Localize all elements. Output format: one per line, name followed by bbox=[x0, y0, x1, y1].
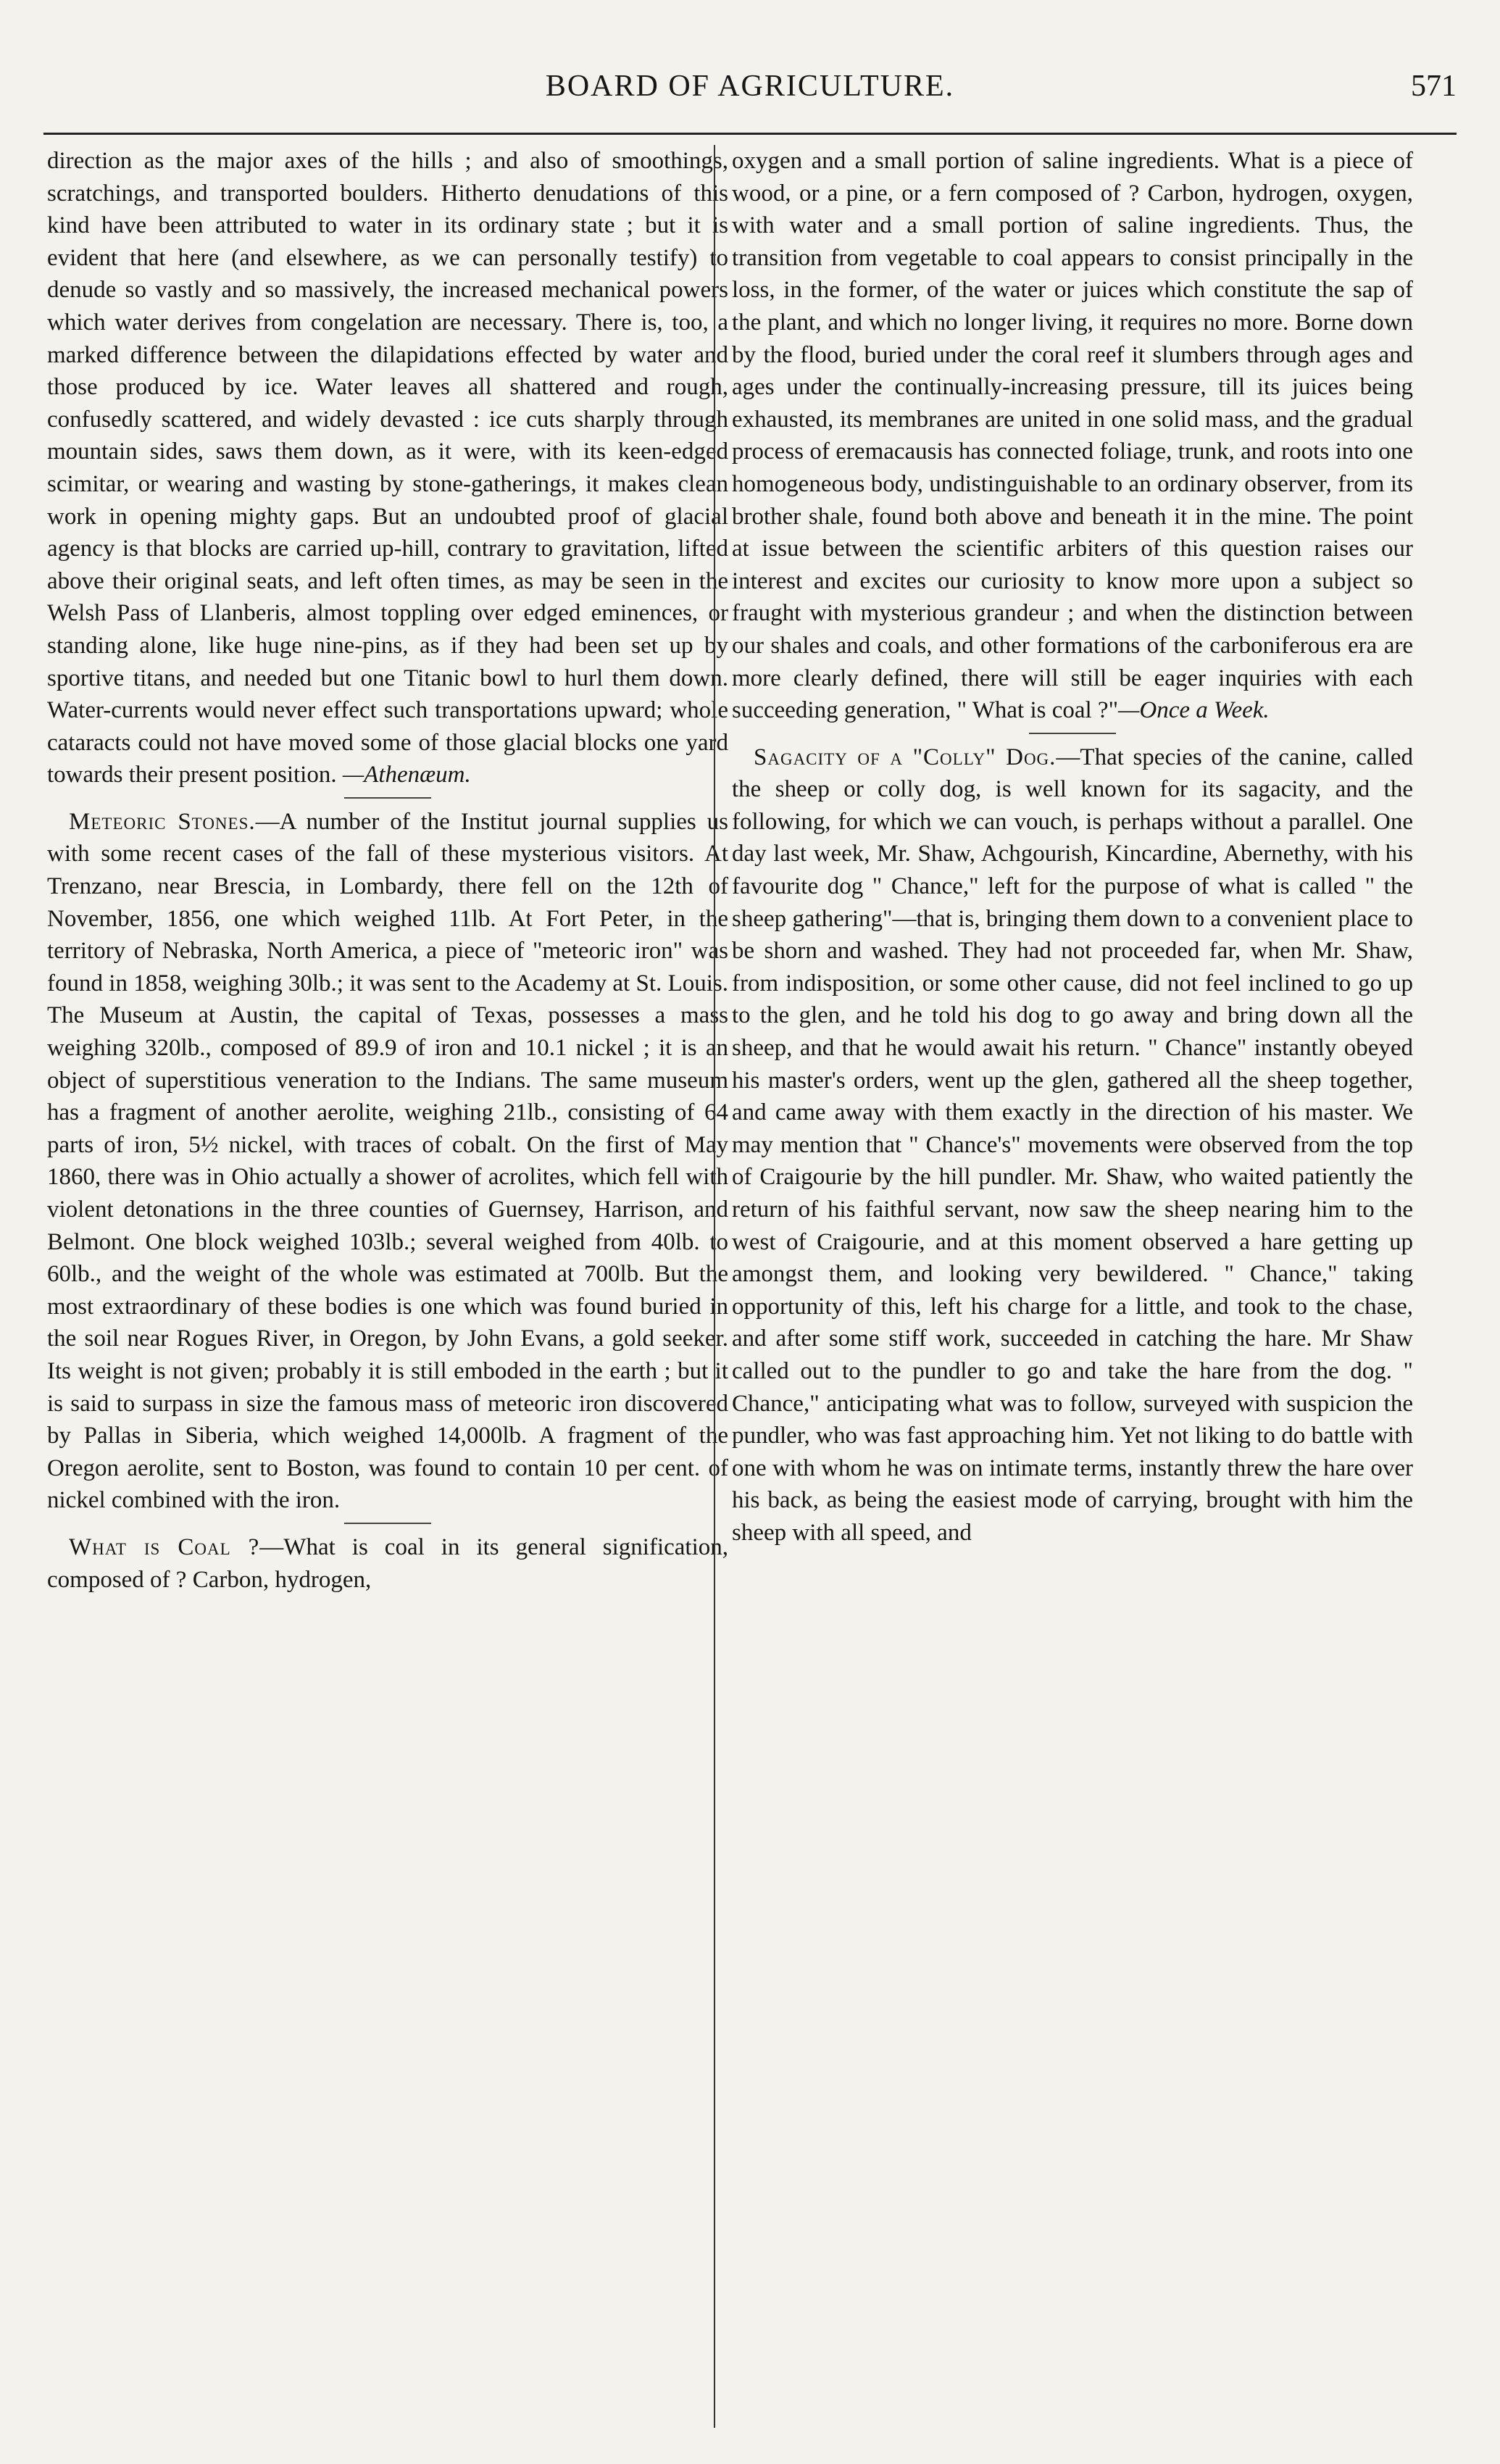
article-separator bbox=[344, 1523, 431, 1524]
colly-dog-heading: Sagacity of a "Colly" Dog. bbox=[754, 744, 1057, 770]
right-column bbox=[732, 145, 1413, 1549]
coal-source: —Once a Week. bbox=[1118, 697, 1270, 724]
coal-continuation-text: oxygen and a small portion of saline ingredients. What is a piece of wood, or a pine, or a fern composed of ? Carbon, hydrogen, oxygen, with water and a small portion of saline ingredients. Thus, the transition from vegetable to coal appears to consist principally in the loss, in the former, of the water or juices which constitute the sap of the plant, and which no longer living, it requires no more. Borne down by the flood, buried under the coral reef it slumbers through ages and ages under the continually-increasing pressure, till its juices being exhausted, its membranes are united in one solid mass, and the gradual process of eremacausis has connected foliage, trunk, and roots into one homogeneous body, undistinguishable to an ordinary observer, from its brother shale, found both above and beneath it in the mine. The point at issue between the scientific arbiters of this question raises our interest and excites our curiosity to know more upon a subject so fraught with mysterious grandeur ; and when the distinction between our shales and coals, and other formations of the carboniferous era are more clearly defined, there will still be eager inquiries with each succeeding generation, " What is coal ?" bbox=[732, 148, 1413, 724]
glacier-source: —Athenæum. bbox=[342, 762, 471, 788]
page-number: 571 bbox=[1411, 70, 1457, 103]
glacier-paragraph bbox=[47, 145, 728, 791]
what-is-coal-paragraph bbox=[47, 1531, 728, 1596]
left-column bbox=[47, 145, 728, 1596]
meteoric-stones-text: —A number of the Institut journal supplies us with some recent cases of the fall of these mysterious visitors. At Trenzano, near Brescia, in Lombardy, there fell on the 12th of November, 1856, one which weighed 11lb. At Fort Peter, in the territory of Nebraska, North America, a piece of "meteoric iron" was found in 1858, weighing 30lb.; it was sent to the Academy at St. Louis. The Museum at Austin, the capital of Texas, possesses a mass weighing 320lb., composed of 89.9 of iron and 10.1 nickel ; it is an object of superstitious veneration to the Indians. The same museum has a fragment of another aerolite, weighing 21lb., consisting of 64 parts of iron, 5½ nickel, with traces of cobalt. On the first of May 1860, there was in Ohio actually a shower of acrolites, which fell with violent detonations in the three counties of Guernsey, Harrison, and Belmont. One block weighed 103lb.; several weighed from 40lb. to 60lb., and the weight of the whole was estimated at 700lb. But the most extraordinary of these bodies is one which was found buried in the soil near Rogues River, in Oregon, by John Evans, a gold seeker. Its weight is not given; probably it is still emboded in the earth ; but it is said to surpass in size the famous mass of meteoric iron discovered by Pallas in Siberia, which weighed 14,000lb. A fragment of the Oregon aerolite, sent to Boston, was found to contain 10 per cent. of nickel combined with the iron. bbox=[47, 808, 728, 1514]
meteoric-stones-paragraph bbox=[47, 806, 728, 1517]
page-header bbox=[43, 69, 1457, 120]
column-divider bbox=[714, 145, 715, 2428]
running-head: BOARD OF AGRICULTURE. bbox=[545, 70, 955, 103]
colly-dog-paragraph bbox=[732, 741, 1413, 1549]
article-separator bbox=[344, 797, 431, 799]
glacier-text: direction as the major axes of the hills ; and also of smoothings, scratchings, and transported boulders. Hitherto denudations of this kind have been attributed to water in its ordinary state ; but it is evident that here (and elsewhere, as we can personally testify) to denude so vastly and so massively, the increased mechanical powers which water derives from congelation are necessary. There is, too, a marked difference between the dilapidations effected by water and those produced by ice. Water leaves all shattered and rough, confusedly scattered, and widely devasted : ice cuts sharply through mountain sides, saws them down, as it were, with its keen-edged scimitar, or wearing and wasting by stone-gatherings, it makes clean work in opening mighty gaps. But an undoubted proof of glacial agency is that blocks are carried up-hill, contrary to gravitation, lifted above their original seats, and left often times, as may be seen in the Welsh Pass of Llanberis, almost toppling over edged eminences, or standing alone, like huge nine-pins, as if they had been set up by sportive titans, and needed but one Titanic bowl to hurl them down. Water-currents would never effect such transportations upward; whole cataracts could not have moved some of those glacial blocks one yard towards their present position. bbox=[47, 148, 728, 788]
what-is-coal-text: —What is coal in its general signification, composed of ? Carbon, hydrogen, bbox=[47, 1533, 728, 1593]
coal-continuation-paragraph bbox=[732, 145, 1413, 727]
meteoric-stones-heading: Meteoric Stones. bbox=[69, 808, 256, 835]
what-is-coal-heading: What is Coal ? bbox=[69, 1533, 260, 1560]
article-separator bbox=[1029, 733, 1116, 734]
colly-dog-text: —That species of the canine, called the sheep or colly dog, is well known for its sagacity, and the following, for which we can vouch, is perhaps without a parallel. One day last week, Mr. Shaw, Achgourish, Kincardine, Abernethy, with his favourite dog " Chance," left for the purpose of what is called " the sheep gathering"—that is, bringing them down to a convenient place to be shorn and washed. They had not proceeded far, when Mr. Shaw, from indisposition, or some other cause, did not feel inclined to go up to the glen, and he told his dog to go away and bring down all the sheep, and that he would await his return. " Chance" instantly obeyed his master's orders, went up the glen, gathered all the sheep together, and came away with them exactly in the direction of his master. We may mention that " Chance's" movements were observed from the top of Craigourie by the hill pundler. Mr. Shaw, who waited patiently the return of his faithful servant, now saw the sheep nearing him to the west of Craigourie, and at this moment observed a hare getting up amongst them, and looking very bewildered. " Chance," taking opportunity of this, left his charge for a little, and took to the chase, and after some stiff work, succeeded in catching the hare. Mr Shaw called out to the pundler to go and take the hare from the dog. " Chance," anticipating what was to follow, surveyed with suspicion the pundler, who was fast approaching him. Yet not liking to do battle with one with whom he was on intimate terms, instantly threw the hare over his back, as being the easiest mode of carrying, brought with him the sheep with all speed, and bbox=[732, 744, 1413, 1546]
header-rule bbox=[43, 133, 1457, 135]
